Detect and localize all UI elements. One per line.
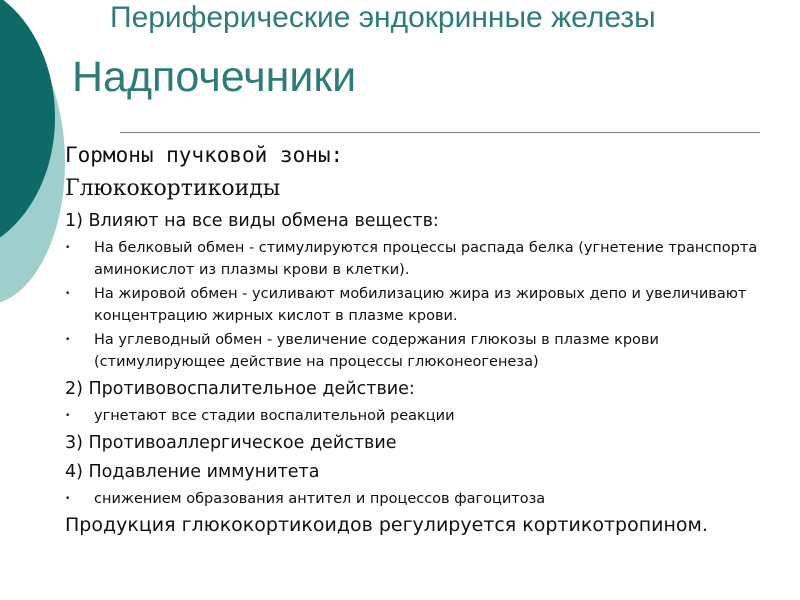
slide-content: [65, 139, 765, 539]
bullet-icon: •: [65, 411, 71, 421]
hormones-heading: Гормоны пучковой зоны:: [65, 143, 344, 167]
bullet-icon: •: [65, 494, 71, 504]
bullet-icon: •: [65, 289, 71, 299]
title-divider: [120, 132, 760, 133]
bullet-item: [65, 237, 765, 281]
bullet-item: [65, 283, 765, 327]
bullet-text: снижением образования антител и процессов фагоцитоза: [94, 491, 546, 507]
bullet-text: угнетают все стадии воспалительной реакции: [94, 408, 455, 424]
conclusion-text: Продукция глюкокортикоидов регулируется кортикотропином.: [65, 514, 708, 536]
point-3: 3) Противоаллергическое действие: [65, 433, 397, 453]
bullet-text: На углеводный обмен - увеличение содержания глюкозы в плазме крови (стимулирующее действие на процессы глюконеогенеза): [94, 332, 659, 370]
bullet-item: [65, 329, 765, 373]
slide-supertitle: Периферические эндокринные железы: [110, 1, 656, 34]
bullet-item: [65, 488, 765, 510]
point-4: 4) Подавление иммунитета: [65, 462, 320, 482]
bullet-icon: •: [65, 243, 71, 253]
hormone-class-heading: Глюкокортикоиды: [65, 176, 281, 201]
slide-title: Надпочечники: [72, 53, 357, 101]
point-1: 1) Влияют на все виды обмена веществ:: [65, 211, 439, 231]
bullet-item: [65, 405, 765, 427]
bullet-icon: •: [65, 335, 71, 345]
point-2: 2) Противовоспалительное действие:: [65, 379, 415, 399]
bullet-text: На жировой обмен - усиливают мобилизацию жира из жировых депо и увеличивают концентрацию жирных кислот в плазме крови.: [94, 286, 747, 324]
bullet-text: На белковый обмен - стимулируются процессы распада белка (угнетение транспорта аминокислот из плазмы крови в клетки).: [94, 240, 758, 278]
